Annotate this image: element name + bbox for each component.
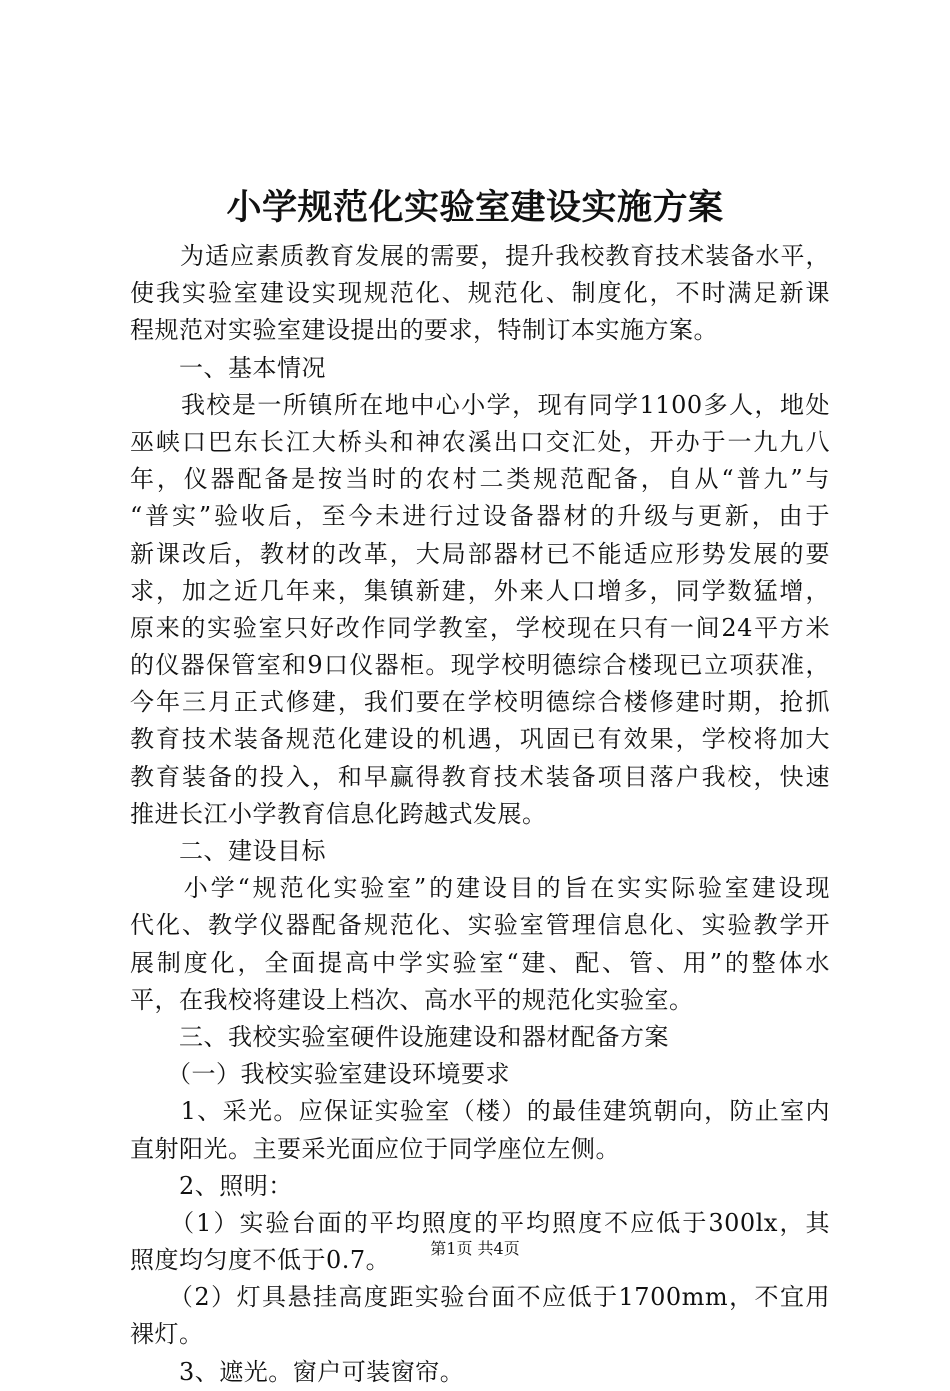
- body-line: “普实”验收后，至今未进行过设备器材的升级与更新，由于: [130, 502, 830, 531]
- body-line: 求，加之近几年来，集镇新建，外来人口增多，同学数猛增，: [130, 576, 830, 605]
- body-line: 巫峡口巴东长江大桥头和神农溪出口交汇处，开办于一九九八: [130, 427, 830, 456]
- body-line: 推进长江小学教育信息化跨越式发展。: [130, 799, 547, 828]
- body-line: 的仪器保管室和9口仪器柜。现学校明德综合楼现已立项获准，: [130, 651, 830, 680]
- body-line: 代化、教学仪器配备规范化、实验室管理信息化、实验教学开: [130, 911, 830, 940]
- body-line: （1）实验台面的平均照度的平均照度不应低于300lx，其: [130, 1208, 830, 1237]
- body-line: 为适应素质教育发展的需要，提升我校教育技术装备水平，: [130, 242, 830, 270]
- body-line: （一）我校实验室建设环境要求: [130, 1060, 510, 1089]
- body-line: 新课改后，教材的改革，大局部器材已不能适应形势发展的要: [130, 539, 830, 568]
- body-line: 二、建设目标: [130, 837, 326, 865]
- body-line: 小学“规范化实验室”的建设目的旨在实实际验室建设现: [130, 874, 830, 903]
- body-line: 照度均匀度不低于0.7。: [130, 1246, 391, 1275]
- document-body: [130, 238, 830, 1391]
- body-line: 平，在我校将建设上档次、高水平的规范化实验室。: [130, 985, 694, 1014]
- body-line: 今年三月正式修建，我们要在学校明德综合楼修建时期，抢抓: [130, 688, 830, 717]
- body-line: 三、我校实验室硬件设施建设和器材配备方案: [130, 1022, 669, 1051]
- body-line: 原来的实验室只好改作同学教室，学校现在只有一间24平方米: [130, 613, 830, 642]
- body-line: 1、采光。应保证实验室（楼）的最佳建筑朝向，防止室内: [130, 1097, 830, 1126]
- body-line: 使我实验室建设实现规范化、规范化、制度化，不时满足新课: [130, 279, 830, 308]
- page-footer: 第1页 共4页: [430, 1239, 520, 1258]
- body-line: 程规范对实验室建设提出的要求，特制订本实施方案。: [130, 316, 718, 345]
- body-line: 裸灯。: [130, 1320, 204, 1349]
- body-line: 教育技术装备规范化建设的机遇，巩固已有效果，学校将加大: [130, 725, 830, 754]
- body-line: 2、照明：: [130, 1171, 293, 1200]
- body-line: 3、遮光。窗户可装窗帘。: [130, 1357, 465, 1386]
- document-title: 小学规范化实验室建设实施方案: [226, 187, 724, 228]
- body-line: 展制度化，全面提高中学实验室“建、配、管、用”的整体水: [130, 948, 830, 977]
- body-line: 我校是一所镇所在地中心小学，现有同学1100多人，地处: [130, 390, 830, 419]
- body-line: 一、基本情况: [130, 353, 326, 382]
- body-line: 年，仪器配备是按当时的农村二类规范配备，自从“普九”与: [130, 465, 830, 494]
- body-line: 直射阳光。主要采光面应位于同学座位左侧。: [130, 1134, 620, 1163]
- body-line: （2）灯具悬挂高度距实验台面不应低于1700mm，不宜用: [130, 1283, 830, 1312]
- body-line: 教育装备的投入，和早赢得教育技术装备项目落户我校，快速: [130, 762, 830, 791]
